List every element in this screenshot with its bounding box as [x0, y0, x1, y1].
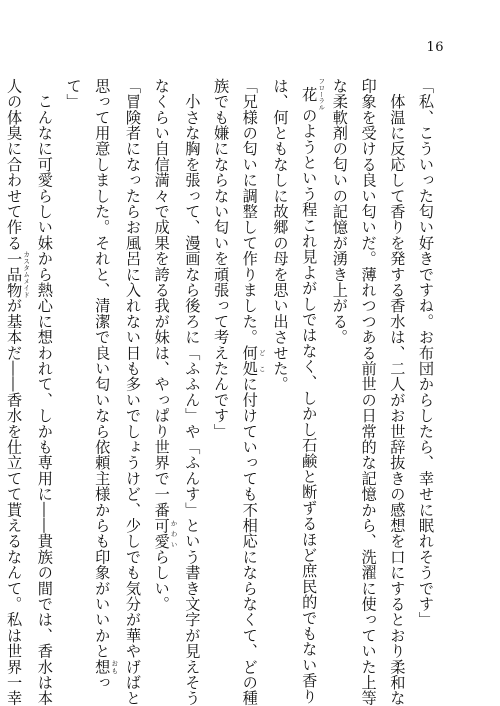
- text-line-5: [294, 78, 326, 705]
- text-line-14: こんなに可愛らしい妹から熱心に想われて、しかも専用に――貴族の間では、香水は本: [35, 78, 54, 706]
- ruby-custom-made: 一品物 カスタムメイド: [5, 250, 31, 298]
- text-line-12: 思って用意しました。それと、清潔で良い匂いなら依頼主様からも印象がいいかと想 おもっ: [93, 78, 119, 691]
- text-line-3: 印象を受ける良い匂いだ。薄れつつある前世の日常的な記憶から、洗濯に使っていた上等: [359, 78, 378, 706]
- text-line-1: 「私、こういった匂い好きですね。お布団からしたら、幸せに眠れそうです」: [417, 78, 435, 628]
- ruby-kawaii: 可愛 かわい: [152, 517, 178, 550]
- text-line-9: 小さな胸を張って、漫画なら後ろに「ふふん」や「ふんす」という書き文字が見えそう: [183, 78, 202, 706]
- text-line-13: て」: [64, 78, 83, 110]
- ruby-doko: 何処 どこ: [240, 344, 266, 377]
- ruby-floral: 花 フローラル: [300, 78, 326, 111]
- text-line-11: 「冒険者になったらお風呂に入れない日も多いでしょうけど、少しでも気分が華やげばと: [123, 78, 142, 706]
- text-line-7: 「兄様の匂いに調整して作りました。何処 どこに付けていっても不相応にならなくて、どの種: [240, 78, 266, 706]
- text-line-2: 体温に反応して香りを発する香水は、二人がお世辞抜きの感想を口にするとおり柔和な: [388, 78, 407, 706]
- text-line-8: 族でも嫌にならない匂いを頑張って考えたんです」: [212, 78, 231, 440]
- text-line-15: 人の体臭に合わせて作る一品物 カスタムメイドが基本だ――香水を仕立てて貰えるなんて。私は世界一幸: [5, 78, 31, 706]
- text-line-4: な柔軟剤の匂いの記憶が湧き上がる。: [330, 78, 349, 345]
- text-line-6: は、何ともなしに故郷の母を思い出させた。: [271, 78, 290, 392]
- text-line-5-rest: のようという程これ見よがしではなく、しかし石鹸と断ずるほど庶民的でもない香り: [300, 107, 319, 705]
- ruby-omo: 想 おも: [93, 658, 119, 675]
- text-line-10: なくらい自信満々で成果を誇る我が妹は、やっぱり世界で一番可愛 かわいらしい。: [152, 78, 178, 612]
- page-number: 16: [426, 40, 444, 55]
- vertical-text-body: [5, 78, 440, 706]
